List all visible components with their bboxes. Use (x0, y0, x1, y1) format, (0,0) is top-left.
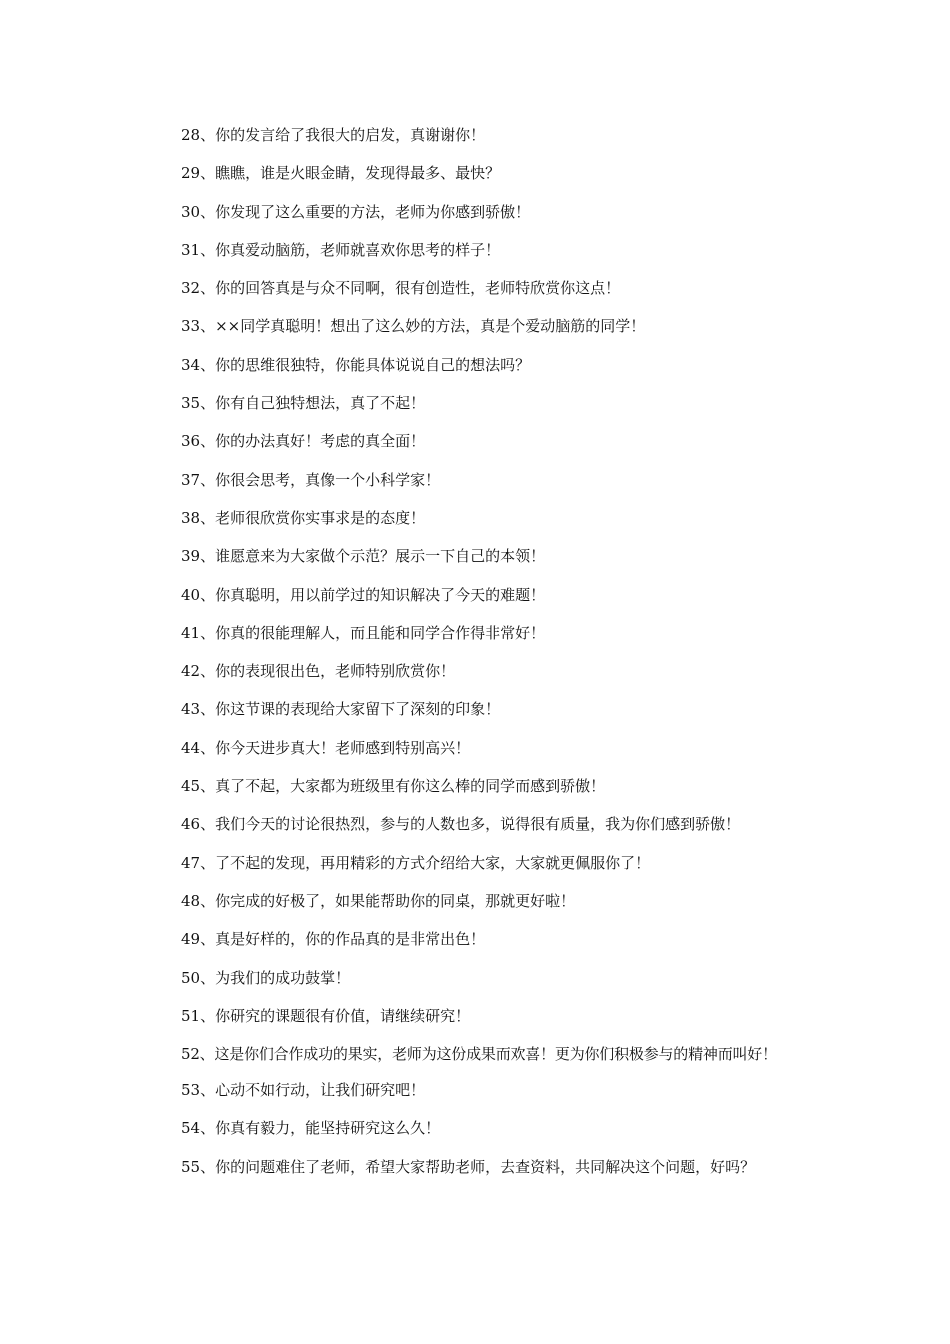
list-item: 34、你的思维很独特，你能具体说说自己的想法吗？ (181, 355, 531, 374)
list-item: 48、你完成的好极了，如果能帮助你的同桌，那就更好啦！ (181, 891, 576, 910)
list-item: 28、你的发言给了我很大的启发，真谢谢你！ (181, 126, 486, 144)
list-item: 29、瞧瞧，谁是火眼金睛，发现得最多、最快？ (181, 164, 501, 183)
list-item: 38、老师很欣赏你实事求是的态度！ (181, 508, 426, 527)
list-item: 41、你真的很能理解人，而且能和同学合作得非常好！ (181, 623, 546, 642)
list-item: 52、这是你们合作成功的果实，老师为这份成果而欢喜！更为你们积极参与的精神而叫好！ (181, 1045, 777, 1064)
list-item: 45、真了不起，大家都为班级里有你这么棒的同学而感到骄傲！ (181, 777, 606, 796)
list-item: 40、你真聪明，用以前学过的知识解决了今天的难题！ (181, 585, 546, 604)
list-item: 47、了不起的发现，再用精彩的方式介绍给大家，大家就更佩服你了！ (181, 853, 651, 872)
list-item: 49、真是好样的，你的作品真的是非常出色！ (181, 930, 486, 949)
list-item: 55、你的问题难住了老师，希望大家帮助老师，去查资料，共同解决这个问题，好吗？ (181, 1157, 756, 1176)
list-item: 53、心动不如行动，让我们研究吧！ (181, 1081, 426, 1100)
list-item: 33、××同学真聪明！想出了这么妙的方法，真是个爱动脑筋的同学！ (181, 317, 646, 336)
list-item: 35、你有自己独特想法，真了不起！ (181, 394, 426, 413)
list-item: 43、你这节课的表现给大家留下了深刻的印象！ (181, 700, 501, 719)
list-item: 32、你的回答真是与众不同啊，很有创造性，老师特欣赏你这点！ (181, 279, 621, 298)
list-item: 37、你很会思考，真像一个小科学家！ (181, 470, 441, 489)
praise-list (145, 124, 810, 1194)
list-item: 42、你的表现很出色，老师特别欣赏你！ (181, 662, 456, 681)
list-item: 39、谁愿意来为大家做个示范？展示一下自己的本领！ (181, 547, 546, 566)
list-item: 46、我们今天的讨论很热烈，参与的人数也多，说得很有质量，我为你们感到骄傲！ (181, 815, 741, 834)
list-item: 44、你今天进步真大！老师感到特别高兴！ (181, 738, 471, 757)
list-item: 51、你研究的课题很有价值，请继续研究！ (181, 1006, 471, 1025)
list-item: 30、你发现了这么重要的方法，老师为你感到骄傲！ (181, 202, 531, 221)
list-item: 54、你真有毅力，能坚持研究这么久！ (181, 1119, 441, 1138)
list-item: 31、你真爱动脑筋，老师就喜欢你思考的样子！ (181, 240, 501, 259)
list-item: 36、你的办法真好！考虑的真全面！ (181, 432, 426, 451)
list-item: 50、为我们的成功鼓掌！ (181, 968, 351, 987)
